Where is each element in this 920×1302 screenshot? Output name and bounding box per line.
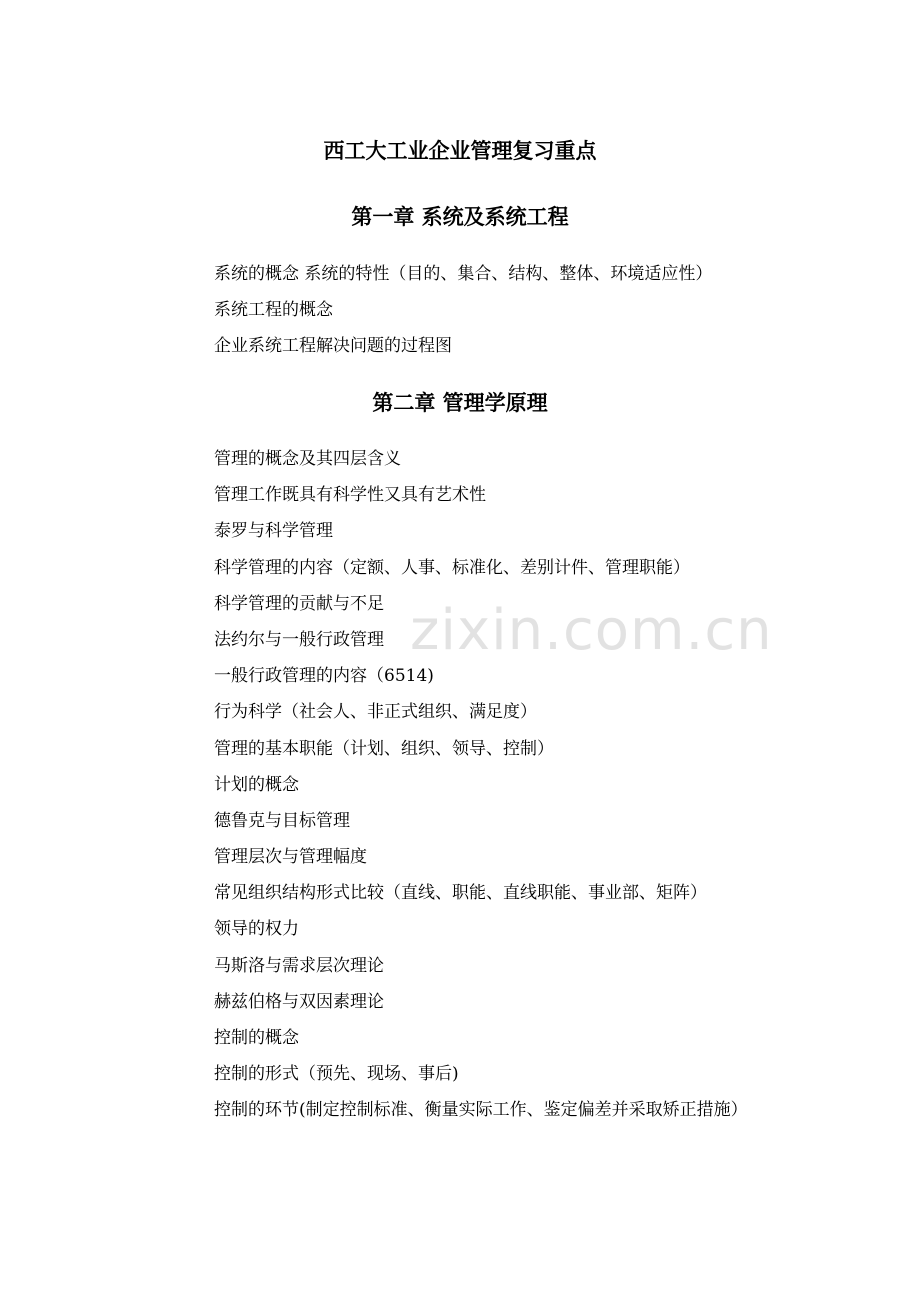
list-item: 系统的概念 系统的特性（目的、集合、结构、整体、环境适应性） [214,264,713,284]
list-item: 行为科学（社会人、非正式组织、满足度） [214,702,537,723]
list-item: 常见组织结构形式比较（直线、职能、直线职能、事业部、矩阵） [214,883,707,904]
list-item: 控制的形式（预先、现场、事后) [214,1064,459,1085]
list-item: 科学管理的内容（定额、人事、标准化、差别计件、管理职能） [214,557,690,578]
document-title: 西工大工业企业管理复习重点 [323,138,597,163]
list-item: 法约尔与一般行政管理 [214,629,384,650]
chapter-2-heading: 第二章 管理学原理 [372,390,548,415]
watermark: zixin.com.cn [410,598,773,663]
list-item: 控制的概念 [214,1028,299,1048]
list-item: 企业系统工程解决问题的过程图 [214,336,452,357]
list-item: 赫兹伯格与双因素理论 [214,991,384,1012]
list-item: 计划的概念 [214,774,299,795]
list-item: 泰罗与科学管理 [214,521,333,542]
chapter-1-item-list [214,256,712,365]
list-item: 管理层次与管理幅度 [214,847,367,868]
list-item: 管理的概念及其四层含义 [214,449,401,469]
chapter-2-item-list [214,441,748,1129]
list-item: 系统工程的概念 [214,300,333,321]
list-item: 管理的基本职能（计划、组织、领导、控制） [214,738,554,759]
list-item: 控制的环节(制定控制标准、衡量实际工作、鉴定偏差并采取矫正措施） [214,1100,748,1121]
list-item: 管理工作既具有科学性又具有艺术性 [214,485,486,506]
chapter-1-heading: 第一章 系统及系统工程 [351,204,569,229]
list-item: 科学管理的贡献与不足 [214,593,384,614]
list-item: 一般行政管理的内容（6514) [214,666,434,687]
list-item: 马斯洛与需求层次理论 [214,955,384,976]
list-item: 德鲁克与目标管理 [214,810,350,831]
list-item: 领导的权力 [214,919,299,940]
